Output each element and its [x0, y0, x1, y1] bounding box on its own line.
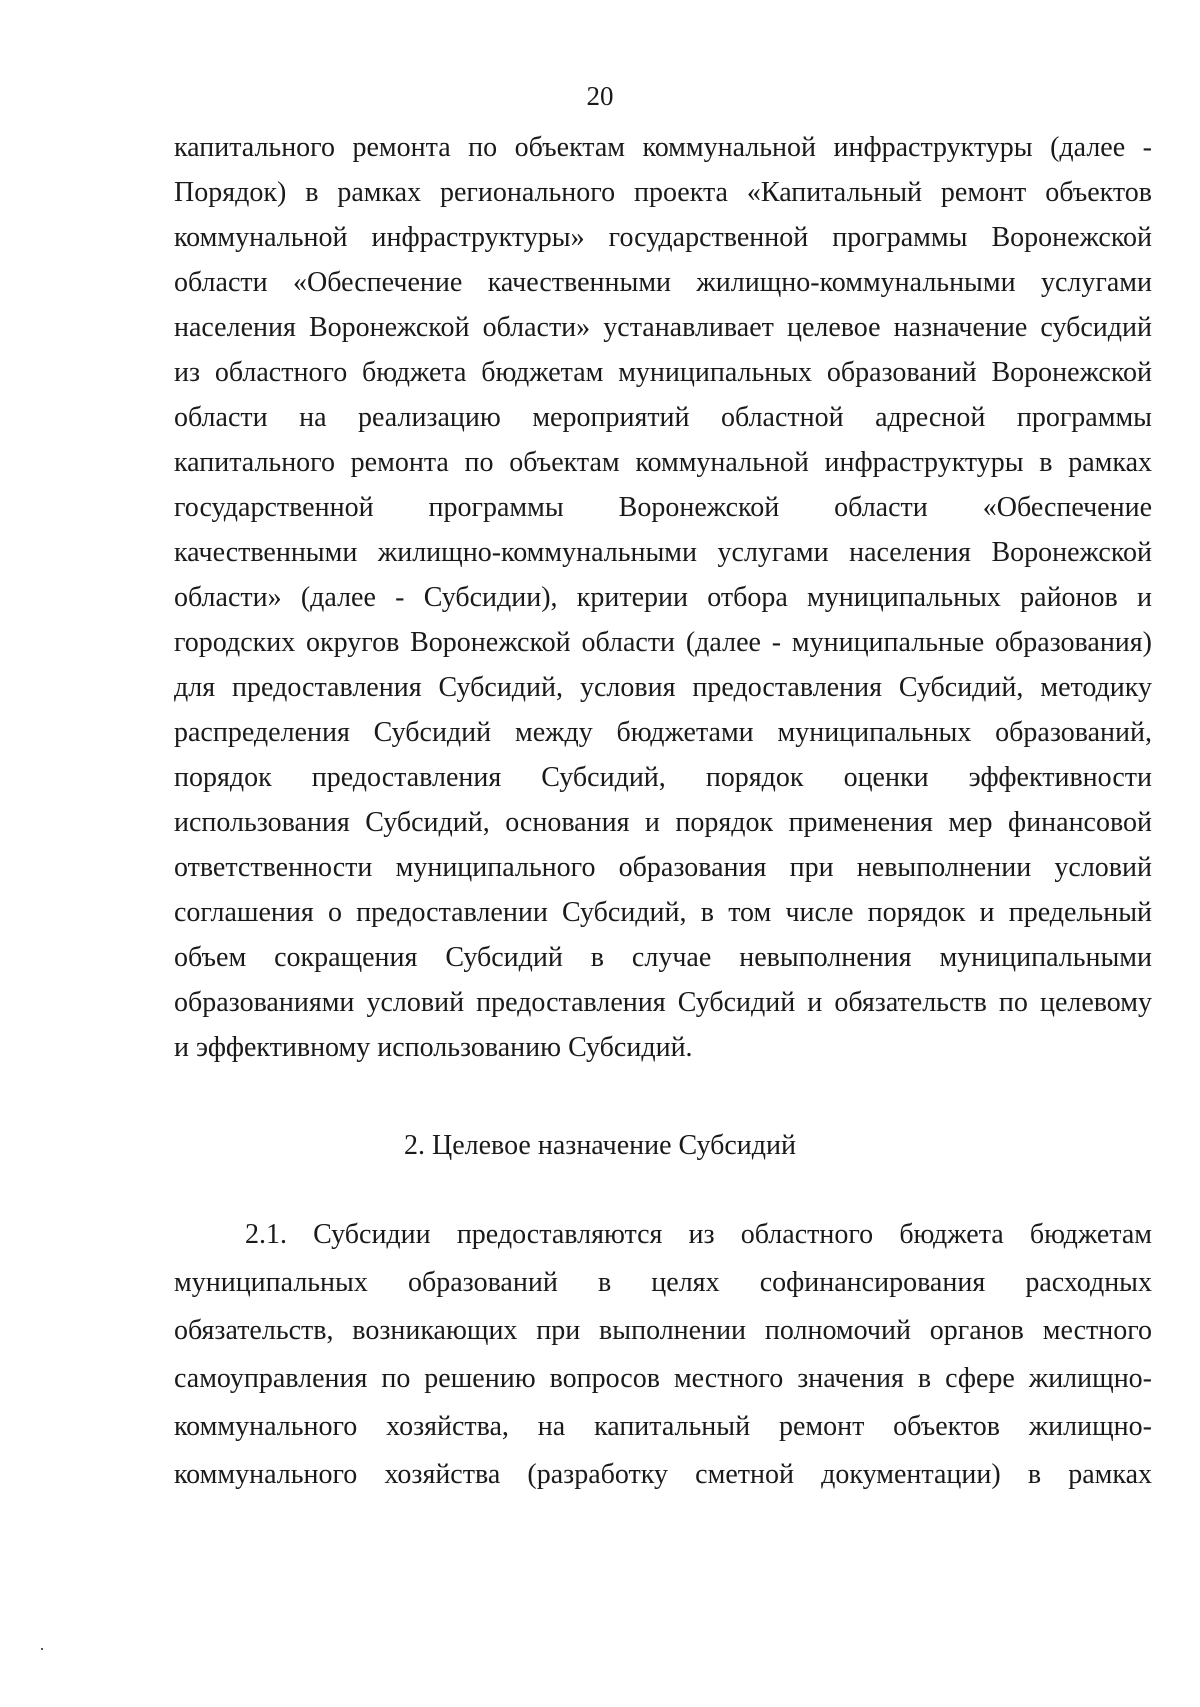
text-line: самоуправления по решению вопросов местного значения в сфере жилищно- [174, 1363, 1152, 1394]
page-number: 20 [586, 81, 614, 111]
text-line: коммунального хозяйства, на капитальный ремонт объектов жилищно- [174, 1411, 1152, 1442]
text-line: объем сокращения Субсидий в случае невыполнения муниципальными [174, 942, 1152, 973]
text-line: государственной программы Воронежской области «Обеспечение [174, 492, 1152, 523]
text-line: порядок предоставления Субсидий, порядок оценки эффективности [174, 762, 1152, 793]
text-line: для предоставления Субсидий, условия предоставления Субсидий, методику [174, 672, 1152, 703]
text-line: соглашения о предоставлении Субсидий, в том числе порядок и предельный [174, 897, 1152, 928]
text-line: ответственности муниципального образования при невыполнении условий [174, 852, 1152, 883]
text-line: капитального ремонта по объектам коммунальной инфраструктуры (далее - [174, 132, 1152, 163]
text-line: капитального ремонта по объектам коммунальной инфраструктуры в рамках [174, 447, 1152, 478]
text-line: Порядок) в рамках регионального проекта «Капитальный ремонт объектов [174, 177, 1152, 208]
text-line: области на реализацию мероприятий областной адресной программы [174, 402, 1152, 433]
text-line: населения Воронежской области» устанавливает целевое назначение субсидий [174, 312, 1152, 343]
text-line: обязательств, возникающих при выполнении полномочий органов местного [174, 1315, 1152, 1346]
text-line: использования Субсидий, основания и порядок применения мер финансовой [174, 807, 1152, 838]
text-line: коммунальной инфраструктуры» государственной программы Воронежской [174, 222, 1152, 253]
text-line: распределения Субсидий между бюджетами муниципальных образований, [174, 717, 1152, 748]
scan-speck [41, 1648, 43, 1650]
section-heading: 2. Целевое назначение Субсидий [404, 1130, 796, 1161]
text-line: и эффективному использованию Субсидий. [174, 1032, 693, 1063]
text-line: образованиями условий предоставления Субсидий и обязательств по целевому [174, 987, 1152, 1018]
text-line: области» (далее - Субсидии), критерии отбора муниципальных районов и [174, 582, 1152, 613]
text-line: 2.1. Субсидии предоставляются из областного бюджета бюджетам [245, 1219, 1152, 1250]
text-line: муниципальных образований в целях софинансирования расходных [174, 1267, 1152, 1298]
text-line: области «Обеспечение качественными жилищно-коммунальными услугами [174, 267, 1152, 298]
text-line: из областного бюджета бюджетам муниципальных образований Воронежской [174, 357, 1152, 388]
text-line: коммунального хозяйства (разработку сметной документации) в рамках [174, 1459, 1152, 1490]
text-line: городских округов Воронежской области (далее - муниципальные образования) [174, 627, 1152, 658]
text-line: качественными жилищно-коммунальными услугами населения Воронежской [174, 537, 1152, 568]
